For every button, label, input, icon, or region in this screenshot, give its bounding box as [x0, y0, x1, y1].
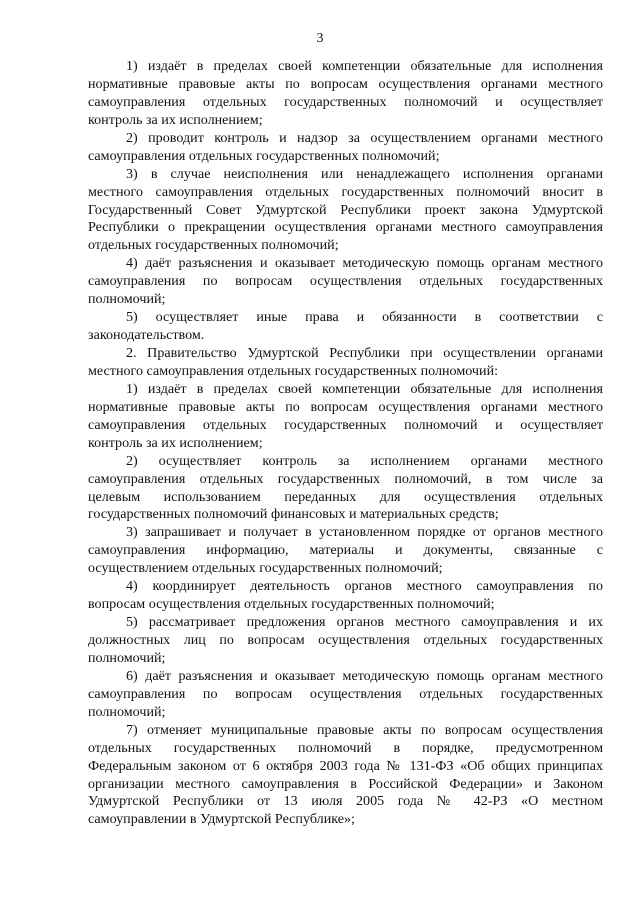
text-line: самоуправления по вопросам осуществления отдельных государственных: [88, 273, 603, 290]
text-line: контроль за их исполнением;: [88, 434, 263, 451]
text-line: 2. Правительство Удмуртской Республики при осуществлении органами: [126, 345, 603, 361]
text-line: Государственный Совет Удмуртской Республики проект закона Удмуртской: [88, 201, 603, 218]
text-line: самоуправлении в Удмуртской Республике»;: [88, 811, 355, 828]
text-line: организации местного самоуправления в Российской Федерации» и Законом: [88, 775, 603, 792]
text-line: 5) осуществляет иные права и обязанности в соответствии с: [126, 309, 603, 326]
text-line: местного самоуправления отдельных государственных полномочий:: [88, 362, 499, 379]
text-line: 4) координирует деятельность органов местного самоуправления по: [126, 578, 603, 595]
text-line: самоуправления отдельных государственных полномочий и осуществляет: [88, 416, 603, 433]
text-line: 6) даёт разъяснения и оказывает методическую помощь органам местного: [126, 667, 603, 684]
text-line: вопросам осуществления отдельных государственных полномочий;: [88, 596, 495, 613]
text-line: 7) отменяет муниципальные правовые акты по вопросам осуществления: [126, 721, 603, 738]
text-line: самоуправления отдельных государственных полномочий;: [88, 147, 440, 164]
text-line: осуществлением отдельных государственных полномочий;: [88, 560, 443, 577]
text-line: самоуправления по вопросам осуществления отдельных государственных: [88, 685, 603, 702]
text-line: 5) рассматривает предложения органов местного самоуправления и их: [126, 614, 603, 631]
text-line: отдельных государственных полномочий;: [88, 237, 339, 254]
text-line: самоуправления отдельных государственных полномочий и осуществляет: [88, 93, 603, 110]
text-line: полномочий;: [88, 649, 166, 666]
text-line: полномочий;: [88, 703, 166, 720]
text-line: полномочий;: [88, 291, 166, 308]
text-line: государственных полномочий финансовых и материальных средств;: [88, 506, 499, 523]
text-line: 4) даёт разъяснения и оказывает методическую помощь органам местного: [126, 255, 603, 272]
text-line: 1) издаёт в пределах своей компетенции обязательные для исполнения: [126, 380, 603, 397]
text-line: нормативные правовые акты по вопросам осуществления органами местного: [88, 398, 603, 415]
document-body: [88, 58, 603, 829]
text-line: отдельных государственных полномочий в порядке, предусмотренном: [88, 739, 603, 756]
text-line: должностных лиц по вопросам осуществления отдельных государственных: [88, 632, 603, 648]
text-line: целевым использованием переданных для осуществления отдельных: [88, 488, 603, 505]
text-line: Удмуртской Республики от 13 июля 2005 года № 42-РЗ «О местном: [88, 793, 603, 810]
text-line: 3) запрашивает и получает в установленном порядке от органов местного: [126, 524, 603, 541]
text-line: контроль за их исполнением;: [88, 111, 263, 128]
text-line: законодательством.: [88, 327, 205, 344]
text-line: нормативные правовые акты по вопросам осуществления органами местного: [88, 75, 603, 92]
text-line: местного самоуправления отдельных государственных полномочий вносит в: [88, 183, 603, 200]
text-line: самоуправления отдельных государственных полномочий, в том числе за: [88, 470, 603, 487]
page-number: 3: [316, 31, 324, 46]
text-line: Республики о прекращении осуществления органами местного самоуправления: [88, 219, 603, 236]
text-line: 2) проводит контроль и надзор за осуществлением органами местного: [126, 129, 603, 146]
text-line: самоуправления информацию, материалы и документы, связанные с: [88, 542, 603, 559]
text-line: 3) в случае неисполнения или ненадлежащего исполнения органами: [126, 165, 603, 182]
text-line: Федеральным законом от 6 октября 2003 года № 131-ФЗ «Об общих принципах: [88, 757, 603, 774]
text-line: 1) издаёт в пределах своей компетенции обязательные для исполнения: [126, 58, 603, 74]
text-line: 2) осуществляет контроль за исполнением органами местного: [126, 452, 603, 469]
